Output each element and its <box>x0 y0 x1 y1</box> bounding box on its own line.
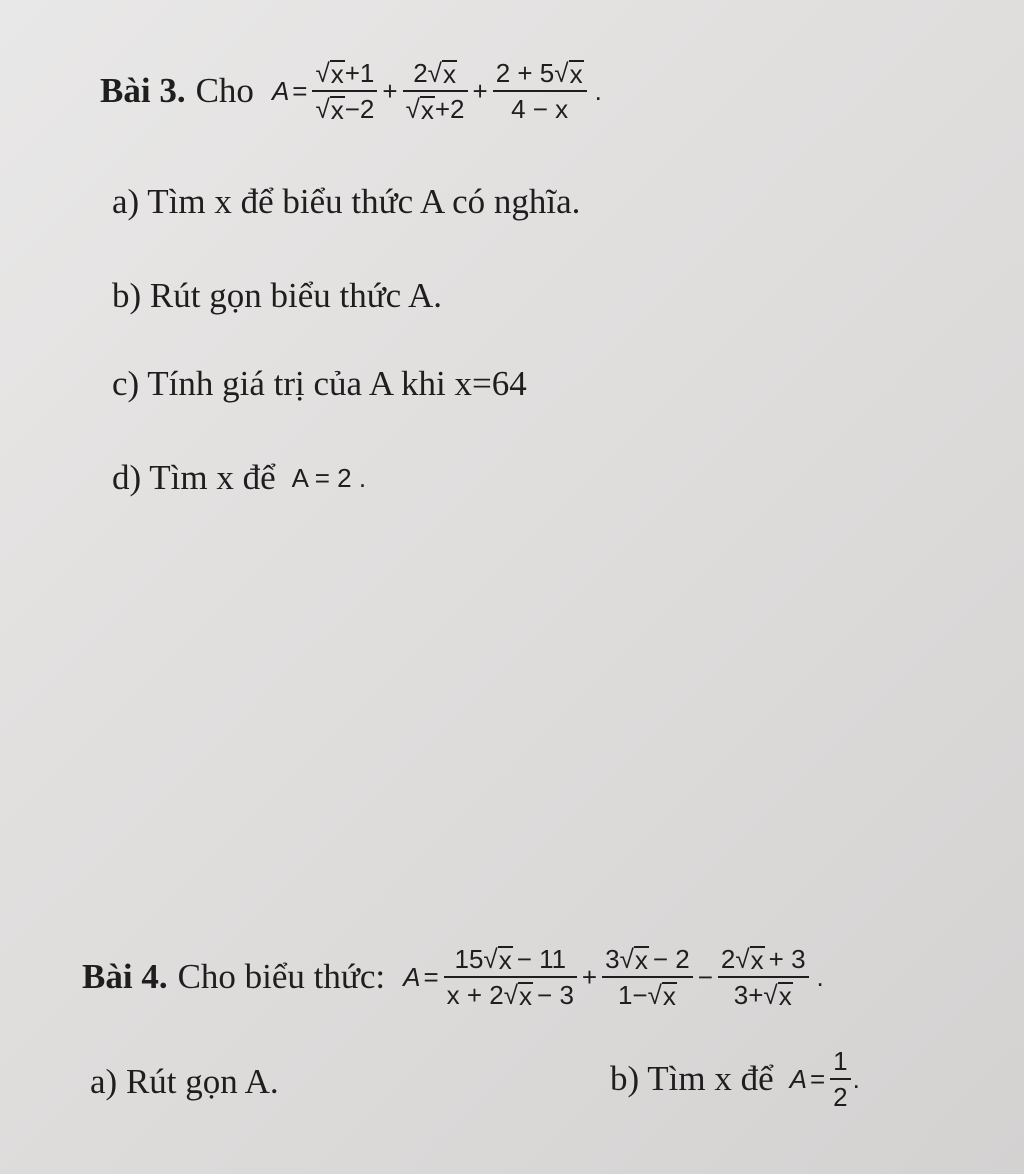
qb-den: 2 <box>833 1082 848 1112</box>
bai4-formula <box>403 942 824 1012</box>
bai4-question-b <box>610 1044 860 1114</box>
plus-sign: + <box>382 75 398 106</box>
sqrt-icon: √ <box>315 58 330 88</box>
bai4-header <box>82 942 824 1012</box>
rad-content: x <box>569 59 583 89</box>
num-rest: + 3 <box>768 944 806 974</box>
qb-fraction <box>830 1044 850 1114</box>
bai3-question-b: b) Rút gọn biểu thức A. <box>112 276 443 315</box>
plus-sign: + <box>581 961 598 992</box>
bai3-question-d-text: d) Tìm x để <box>112 458 276 497</box>
sqrt-icon: √ <box>483 944 498 974</box>
sqrt-icon: √ <box>647 980 662 1010</box>
rad-content: x <box>330 95 344 125</box>
rad-content: x <box>750 945 764 975</box>
bai3-header <box>100 56 602 126</box>
minus-sign: − <box>697 961 713 992</box>
sqrt-icon: √ <box>427 58 442 88</box>
bai3-question-c: c) Tính giá trị của A khi x=64 <box>112 364 527 403</box>
den-lead: 1− <box>617 980 648 1010</box>
sqrt-icon: √ <box>405 94 420 124</box>
den-lead: x + 2 <box>446 980 504 1010</box>
bai3-fraction-2 <box>403 56 468 126</box>
bai4-question-b-text: b) Tìm x để <box>610 1059 774 1098</box>
bai4-fraction-2 <box>602 942 693 1012</box>
bai3-question-d-math: A = 2 . <box>291 462 367 493</box>
sqrt-icon: √ <box>735 944 750 974</box>
num-rest: − 2 <box>652 944 690 974</box>
bai3-fraction-1 <box>312 56 377 126</box>
rad-content: x <box>420 95 434 125</box>
sqrt-icon: √ <box>554 58 569 88</box>
bai4-question-a: a) Rút gọn A. <box>90 1062 279 1101</box>
num-lead: 2 <box>720 944 736 974</box>
sqrt-icon: √ <box>503 980 519 1010</box>
bai4-title: Bài 4. <box>82 957 168 996</box>
sqrt-icon: √ <box>315 94 330 124</box>
den-text: 4 − x <box>511 94 569 124</box>
qb-lhs: A <box>789 1063 807 1094</box>
rad-content: x <box>442 59 456 89</box>
num-rest: − 11 <box>516 944 567 974</box>
rad-content: x <box>662 981 676 1011</box>
bai3-fraction-3 <box>493 56 587 126</box>
num-lead: 3 <box>605 944 620 974</box>
rad-content: x <box>498 945 512 975</box>
bai3-eq: = <box>292 75 308 106</box>
bai4-lhs: A <box>403 961 421 992</box>
period: . <box>594 75 602 106</box>
rad-content: x <box>778 981 792 1011</box>
den-lead: 3+ <box>733 980 764 1010</box>
period: . <box>816 961 824 992</box>
bai3-intro: Cho <box>195 71 254 110</box>
bai3-title: Bài 3. <box>100 71 186 110</box>
den-rest: +2 <box>434 94 465 124</box>
bai4-eq: = <box>423 961 439 992</box>
bai3-question-a: a) Tìm x để biểu thức A có nghĩa. <box>112 182 581 221</box>
period: . <box>852 1063 860 1094</box>
bai4-fraction-3 <box>718 942 809 1012</box>
bai3-formula <box>272 56 602 126</box>
rad-content: x <box>634 945 648 975</box>
rad-content: x <box>330 59 344 89</box>
num-coef: 2 <box>413 58 428 88</box>
bai4-question-b-math <box>790 1044 860 1114</box>
bai4-intro: Cho biểu thức: <box>177 957 386 996</box>
bai3-lhs: A <box>271 75 290 106</box>
num-rest: +1 <box>344 58 375 88</box>
sqrt-icon: √ <box>619 944 634 974</box>
num-lead: 15 <box>454 944 484 974</box>
qb-eq: = <box>809 1063 826 1094</box>
den-rest: −2 <box>344 94 375 124</box>
qb-num: 1 <box>833 1046 848 1076</box>
num-lead: 2 + 5 <box>495 58 555 88</box>
den-rest: − 3 <box>537 980 574 1010</box>
bai4-fraction-1 <box>444 942 577 1012</box>
sqrt-icon: √ <box>763 980 778 1010</box>
bai3-question-d <box>112 458 366 498</box>
rad-content: x <box>519 981 533 1011</box>
plus-sign: + <box>472 75 488 106</box>
